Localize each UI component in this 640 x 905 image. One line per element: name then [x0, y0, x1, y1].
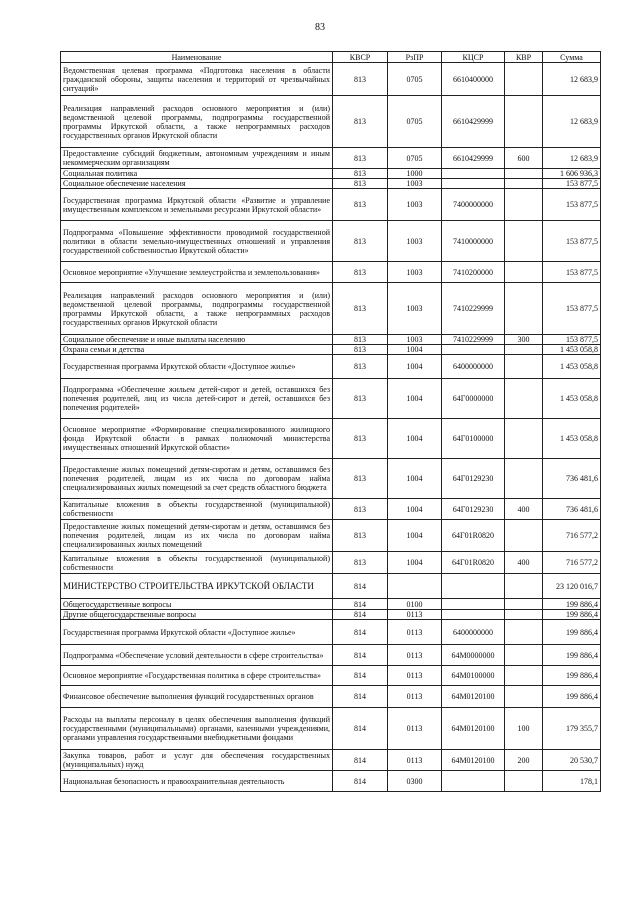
cell-kcsr: 64Г0000000 — [442, 379, 505, 419]
cell-kvsr: 814 — [333, 610, 388, 620]
cell-rzpr: 0113 — [388, 620, 442, 645]
cell-sum: 23 120 016,7 — [543, 574, 601, 599]
cell-kcsr: 7410200000 — [442, 262, 505, 283]
cell-kvr — [505, 620, 543, 645]
cell-kvr: 400 — [505, 499, 543, 520]
table-row — [61, 666, 601, 686]
cell-kvr — [505, 63, 543, 96]
cell-kcsr: 6610429999 — [442, 96, 505, 148]
cell-kvsr: 814 — [333, 708, 388, 750]
cell-sum: 153 877,5 — [543, 283, 601, 335]
cell-rzpr: 0705 — [388, 148, 442, 169]
cell-kvsr: 814 — [333, 620, 388, 645]
cell-rzpr: 0113 — [388, 708, 442, 750]
cell-kvsr: 814 — [333, 750, 388, 771]
cell-sum: 153 877,5 — [543, 189, 601, 221]
cell-kvr: 300 — [505, 335, 543, 345]
cell-name: Основное мероприятие «Формирование специализированного жилищного фонда Иркутской области в рамках полномочий министерства имущественных отношений Иркутской области» — [61, 419, 333, 459]
cell-kvr — [505, 189, 543, 221]
table-row — [61, 262, 601, 283]
cell-kvsr: 814 — [333, 599, 388, 610]
table-row — [61, 552, 601, 574]
cell-kvr — [505, 771, 543, 792]
cell-sum: 153 877,5 — [543, 262, 601, 283]
cell-sum: 1 606 936,3 — [543, 169, 601, 179]
cell-kvsr: 813 — [333, 552, 388, 574]
table-row — [61, 610, 601, 620]
cell-kvsr: 813 — [333, 283, 388, 335]
table-row — [61, 686, 601, 708]
cell-name: Государственная программа Иркутской области «Развитие и управление имущественным комплексом и земельными ресурсами Иркутской области» — [61, 189, 333, 221]
cell-rzpr: 1004 — [388, 379, 442, 419]
cell-kcsr: 7410229999 — [442, 283, 505, 335]
cell-kcsr — [442, 610, 505, 620]
cell-name: Социальная политика — [61, 169, 333, 179]
cell-kcsr — [442, 179, 505, 189]
cell-kvsr: 814 — [333, 574, 388, 599]
header-name: Наименование — [61, 52, 333, 63]
cell-name: Общегосударственные вопросы — [61, 599, 333, 610]
cell-kcsr: 64Г0129230 — [442, 499, 505, 520]
cell-sum: 199 886,4 — [543, 620, 601, 645]
cell-rzpr: 1003 — [388, 221, 442, 262]
cell-kcsr: 64М0120100 — [442, 708, 505, 750]
cell-kvsr: 813 — [333, 459, 388, 499]
cell-rzpr: 1004 — [388, 520, 442, 552]
cell-kvsr: 813 — [333, 520, 388, 552]
cell-name: Реализация направлений расходов основного мероприятия и (или) ведомственной целевой программы, подпрограммы государственной программы Иркутской области, а также непрограммных расходов государственных органов Иркутской области — [61, 283, 333, 335]
cell-name: Подпрограмма «Повышение эффективности проводимой государственной политики в области земельно-имущественных отношений и управления государственной собственностью Иркутской области» — [61, 221, 333, 262]
cell-sum: 736 481,6 — [543, 499, 601, 520]
cell-sum: 1 453 058,8 — [543, 345, 601, 355]
cell-name: Социальное обеспечение населения — [61, 179, 333, 189]
cell-kvsr: 813 — [333, 499, 388, 520]
cell-kvsr: 813 — [333, 355, 388, 379]
cell-rzpr: 0705 — [388, 63, 442, 96]
cell-kvr — [505, 355, 543, 379]
cell-name: Основное мероприятие «Улучшение землеустройства и землепользования» — [61, 262, 333, 283]
cell-sum: 153 877,5 — [543, 221, 601, 262]
cell-kcsr: 6610400000 — [442, 63, 505, 96]
cell-kvr — [505, 686, 543, 708]
table-row — [61, 574, 601, 599]
table-row — [61, 750, 601, 771]
table-row — [61, 520, 601, 552]
cell-rzpr: 1003 — [388, 189, 442, 221]
cell-kcsr — [442, 599, 505, 610]
table-row — [61, 221, 601, 262]
table-row — [61, 620, 601, 645]
cell-kvsr: 813 — [333, 419, 388, 459]
cell-sum: 199 886,4 — [543, 686, 601, 708]
cell-kcsr: 64Г01R0820 — [442, 552, 505, 574]
cell-name: Государственная программа Иркутской области «Доступное жилье» — [61, 355, 333, 379]
cell-kvr — [505, 221, 543, 262]
cell-rzpr: 1004 — [388, 459, 442, 499]
cell-rzpr: 1003 — [388, 179, 442, 189]
cell-kvr — [505, 574, 543, 599]
table-header-row — [61, 52, 601, 63]
cell-name: Национальная безопасность и правоохранительная деятельность — [61, 771, 333, 792]
table-body — [61, 63, 601, 792]
cell-kvsr: 813 — [333, 179, 388, 189]
cell-name: Подпрограмма «Обеспечение условий деятельности в сфере строительства» — [61, 645, 333, 666]
cell-kcsr: 64Г0100000 — [442, 419, 505, 459]
cell-name: Социальное обеспечение и иные выплаты населению — [61, 335, 333, 345]
header-sum: Сумма — [543, 52, 601, 63]
cell-rzpr: 0100 — [388, 599, 442, 610]
cell-kvr — [505, 345, 543, 355]
cell-rzpr: 0113 — [388, 610, 442, 620]
cell-kvsr: 813 — [333, 96, 388, 148]
cell-kvr — [505, 610, 543, 620]
cell-name: Предоставление жилых помещений детям-сиротам и детям, оставшимся без попечения родителей, лицам из их числа по договорам найма специализированных жилых помещений за счет средств областного бюджета — [61, 459, 333, 499]
cell-name: Закупка товаров, работ и услуг для обеспечения государственных (муниципальных) нужд — [61, 750, 333, 771]
cell-kvr — [505, 283, 543, 335]
table-row — [61, 771, 601, 792]
cell-kcsr: 64М0000000 — [442, 645, 505, 666]
cell-sum: 716 577,2 — [543, 552, 601, 574]
cell-kvsr: 813 — [333, 221, 388, 262]
table-row — [61, 63, 601, 96]
cell-kvsr: 814 — [333, 645, 388, 666]
cell-kcsr: 64М0120100 — [442, 686, 505, 708]
header-kvsr: КВСР — [333, 52, 388, 63]
cell-kvr — [505, 520, 543, 552]
cell-sum: 1 453 058,8 — [543, 355, 601, 379]
cell-sum: 199 886,4 — [543, 599, 601, 610]
cell-kvsr: 814 — [333, 666, 388, 686]
cell-kcsr — [442, 574, 505, 599]
cell-kvr — [505, 179, 543, 189]
table-row — [61, 459, 601, 499]
cell-kvsr: 814 — [333, 686, 388, 708]
cell-sum: 1 453 058,8 — [543, 379, 601, 419]
table-row — [61, 148, 601, 169]
cell-sum: 199 886,4 — [543, 666, 601, 686]
cell-kvsr: 813 — [333, 148, 388, 169]
cell-sum: 20 530,7 — [543, 750, 601, 771]
table-row — [61, 379, 601, 419]
cell-kvsr: 813 — [333, 169, 388, 179]
header-rzpr: РзПР — [388, 52, 442, 63]
cell-sum: 199 886,4 — [543, 610, 601, 620]
cell-kvr — [505, 459, 543, 499]
budget-table — [60, 51, 601, 792]
cell-kvr: 200 — [505, 750, 543, 771]
cell-kcsr — [442, 169, 505, 179]
cell-sum: 153 877,5 — [543, 335, 601, 345]
cell-rzpr: 0300 — [388, 771, 442, 792]
cell-kvr — [505, 169, 543, 179]
cell-name: Охрана семьи и детства — [61, 345, 333, 355]
cell-kcsr — [442, 771, 505, 792]
cell-kvr — [505, 419, 543, 459]
cell-kcsr: 64М0100000 — [442, 666, 505, 686]
cell-name: Реализация направлений расходов основного мероприятия и (или) ведомственной целевой программы, подпрограммы государственной программы Иркутской области, а также непрограммных расходов государственных органов Иркутской области — [61, 96, 333, 148]
cell-name: Ведомственная целевая программа «Подготовка населения в области гражданской обороны, защиты населения и территорий от чрезвычайных ситуаций» — [61, 63, 333, 96]
cell-sum: 179 355,7 — [543, 708, 601, 750]
cell-rzpr — [388, 574, 442, 599]
cell-rzpr: 0113 — [388, 666, 442, 686]
cell-rzpr: 1003 — [388, 262, 442, 283]
cell-name: Предоставление субсидий бюджетным, автономным учреждениям и иным некоммерческим организациям — [61, 148, 333, 169]
cell-rzpr: 1003 — [388, 283, 442, 335]
cell-sum: 12 683,9 — [543, 63, 601, 96]
cell-kvr — [505, 262, 543, 283]
cell-kvr — [505, 379, 543, 419]
cell-kvr: 100 — [505, 708, 543, 750]
cell-name: МИНИСТЕРСТВО СТРОИТЕЛЬСТВА ИРКУТСКОЙ ОБЛАСТИ — [61, 574, 333, 599]
cell-kcsr: 6610429999 — [442, 148, 505, 169]
cell-kvr — [505, 599, 543, 610]
cell-kvsr: 813 — [333, 379, 388, 419]
cell-sum: 12 683,9 — [543, 148, 601, 169]
table-row — [61, 345, 601, 355]
cell-sum: 178,1 — [543, 771, 601, 792]
cell-kcsr: 7400000000 — [442, 189, 505, 221]
cell-kvr — [505, 645, 543, 666]
cell-sum: 1 453 058,8 — [543, 419, 601, 459]
cell-name: Капитальные вложения в объекты государственной (муниципальной) собственности — [61, 499, 333, 520]
cell-kcsr: 6400000000 — [442, 620, 505, 645]
cell-rzpr: 0113 — [388, 750, 442, 771]
cell-sum: 716 577,2 — [543, 520, 601, 552]
cell-sum: 153 877,5 — [543, 179, 601, 189]
cell-name: Другие общегосударственные вопросы — [61, 610, 333, 620]
cell-rzpr: 1004 — [388, 355, 442, 379]
page-number: 83 — [315, 22, 325, 33]
cell-kcsr: 64М0120100 — [442, 750, 505, 771]
cell-sum: 199 886,4 — [543, 645, 601, 666]
cell-name: Капитальные вложения в объекты государственной (муниципальной) собственности — [61, 552, 333, 574]
cell-rzpr: 0113 — [388, 686, 442, 708]
cell-sum: 12 683,9 — [543, 96, 601, 148]
cell-rzpr: 0705 — [388, 96, 442, 148]
cell-name: Расходы на выплаты персоналу в целях обеспечения выполнения функций государственными (муниципальными) органами, казенными учреждениями, органами управления государственными внебюджетными фондами — [61, 708, 333, 750]
cell-rzpr: 1004 — [388, 345, 442, 355]
cell-kcsr: 6400000000 — [442, 355, 505, 379]
table-row — [61, 355, 601, 379]
table-row — [61, 599, 601, 610]
cell-kcsr: 7410000000 — [442, 221, 505, 262]
cell-rzpr: 0113 — [388, 645, 442, 666]
cell-kvr: 400 — [505, 552, 543, 574]
table-row — [61, 169, 601, 179]
table-row — [61, 335, 601, 345]
cell-kvsr: 813 — [333, 262, 388, 283]
cell-kvr — [505, 666, 543, 686]
cell-name: Подпрограмма «Обеспечение жильем детей-сирот и детей, оставшихся без попечения родителей, лиц из числа детей-сирот и детей, оставшихся без попечения родителей» — [61, 379, 333, 419]
cell-kcsr: 7410229999 — [442, 335, 505, 345]
cell-kvsr: 813 — [333, 189, 388, 221]
table-row — [61, 645, 601, 666]
cell-name: Финансовое обеспечение выполнения функций государственных органов — [61, 686, 333, 708]
cell-kcsr — [442, 345, 505, 355]
cell-kvr — [505, 96, 543, 148]
table-row — [61, 96, 601, 148]
cell-kcsr: 64Г01R0820 — [442, 520, 505, 552]
cell-kvr: 600 — [505, 148, 543, 169]
cell-kvsr: 813 — [333, 345, 388, 355]
cell-rzpr: 1000 — [388, 169, 442, 179]
cell-name: Основное мероприятие «Государственная политика в сфере строительства» — [61, 666, 333, 686]
cell-kvsr: 813 — [333, 63, 388, 96]
table-row — [61, 189, 601, 221]
cell-sum: 736 481,6 — [543, 459, 601, 499]
header-kvr: КВР — [505, 52, 543, 63]
cell-rzpr: 1003 — [388, 335, 442, 345]
cell-name: Предоставление жилых помещений детям-сиротам и детям, оставшимся без попечения родителей, лицам из их числа по договорам найма специализированных жилых помещений — [61, 520, 333, 552]
table-row — [61, 708, 601, 750]
table-row — [61, 283, 601, 335]
cell-rzpr: 1004 — [388, 499, 442, 520]
table-row — [61, 179, 601, 189]
header-kcsr: КЦСР — [442, 52, 505, 63]
cell-kvsr: 813 — [333, 335, 388, 345]
cell-rzpr: 1004 — [388, 419, 442, 459]
table-row — [61, 419, 601, 459]
cell-name: Государственная программа Иркутской области «Доступное жилье» — [61, 620, 333, 645]
table-row — [61, 499, 601, 520]
cell-kcsr: 64Г0129230 — [442, 459, 505, 499]
cell-rzpr: 1004 — [388, 552, 442, 574]
cell-kvsr: 814 — [333, 771, 388, 792]
